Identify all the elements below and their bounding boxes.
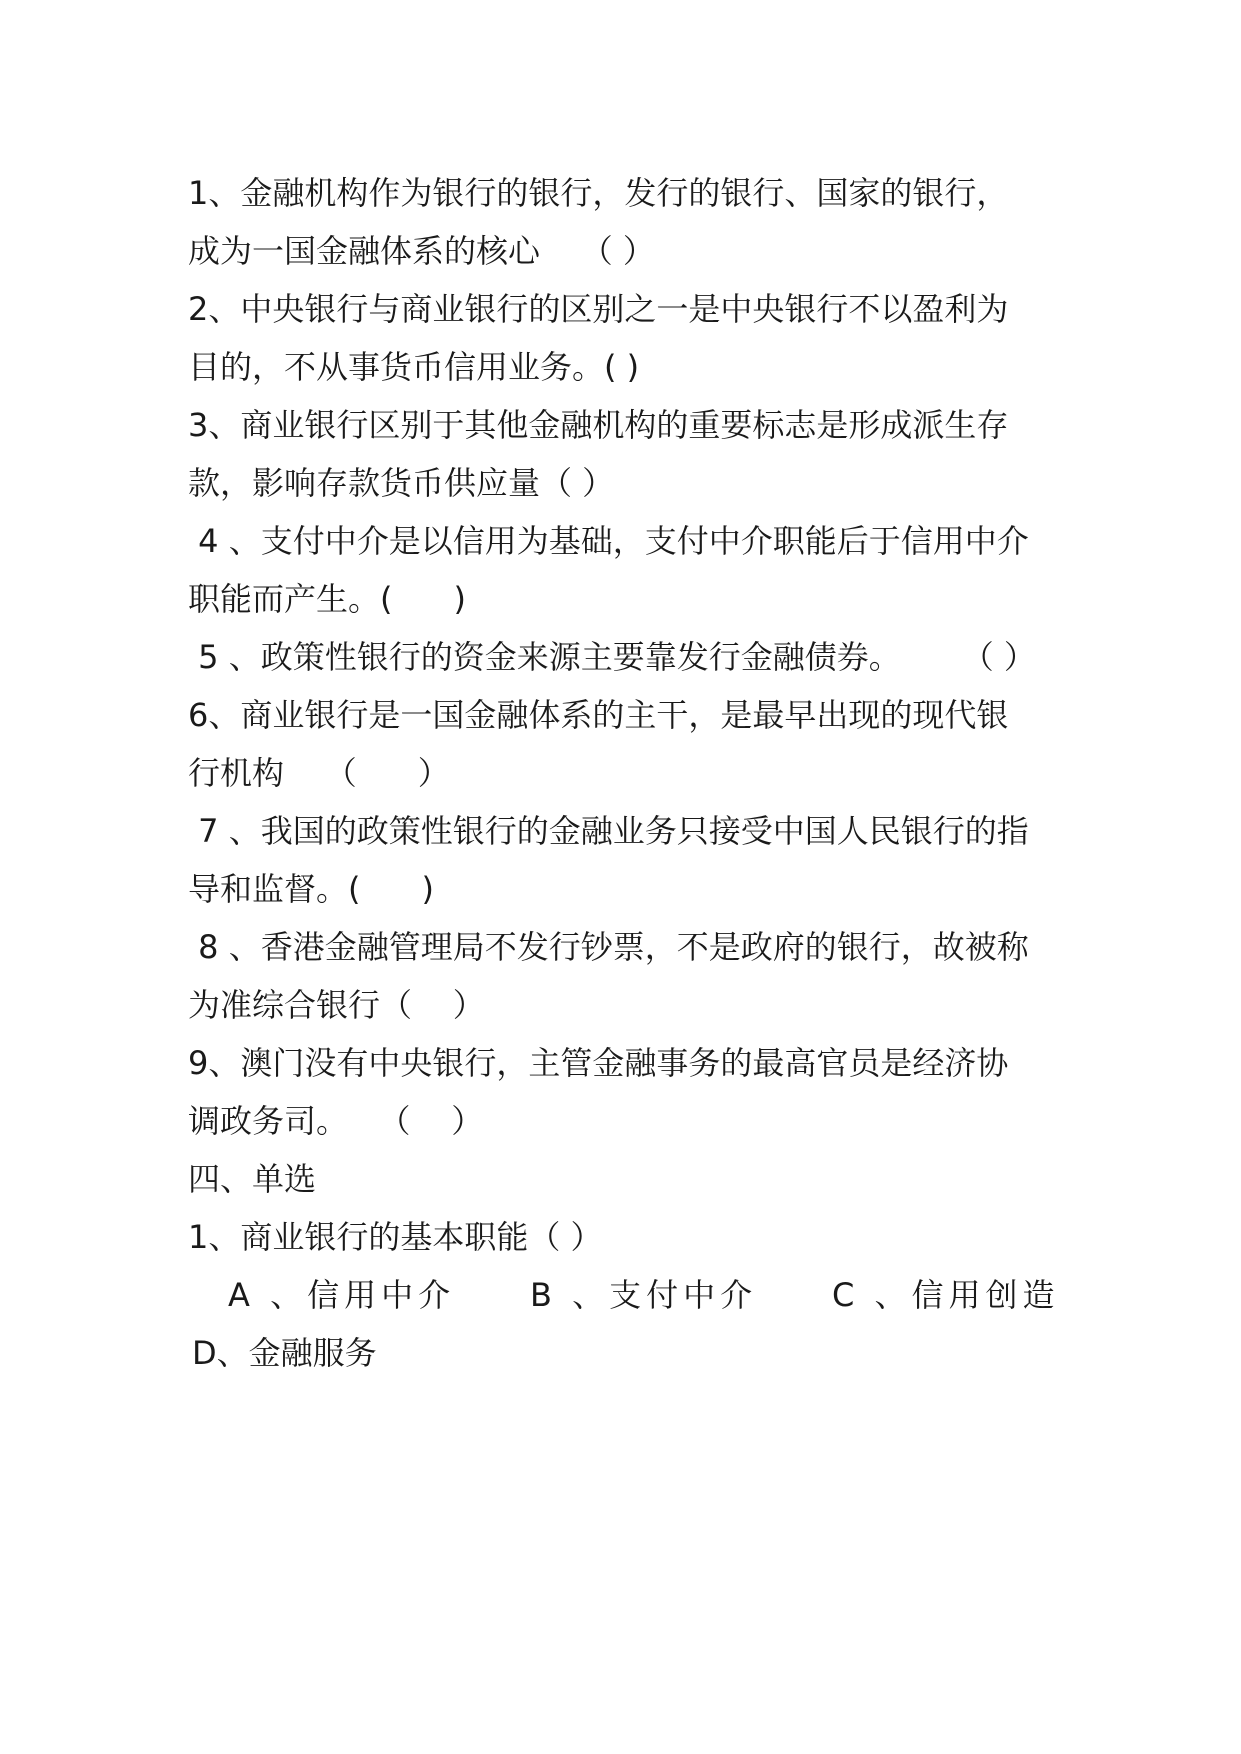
question-5-line-1: 5 、政策性银行的资金来源主要靠发行金融债券。 （ ） <box>188 638 1036 676</box>
question-8-line-1: 8 、香港金融管理局不发行钞票，不是政府的银行，故被称 <box>188 928 1029 966</box>
question-3-line-1: 3、商业银行区别于其他金融机构的重要标志是形成派生存 <box>188 406 1009 444</box>
question-2-line-2: 目的，不从事货币信用业务。( ) <box>188 348 640 386</box>
question-7-line-1: 7 、我国的政策性银行的金融业务只接受中国人民银行的指 <box>188 812 1029 850</box>
question-6-line-2: 行机构 （ ） <box>188 754 450 792</box>
option-a: A 、信用中介 <box>228 1276 456 1314</box>
question-9-line-1: 9、澳门没有中央银行，主管金融事务的最高官员是经济协 <box>188 1044 1009 1082</box>
question-2-line-1: 2、中央银行与商业银行的区别之一是中央银行不以盈利为 <box>188 290 1009 328</box>
option-b: B 、支付中介 <box>530 1276 758 1314</box>
question-6-line-1: 6、商业银行是一国金融体系的主干，是最早出现的现代银 <box>188 696 1009 734</box>
question-9-line-2: 调政务司。 （ ） <box>188 1102 484 1140</box>
question-4-line-2: 职能而产生。( ) <box>188 580 467 618</box>
question-4-line-1: 4 、支付中介是以信用为基础，支付中介职能后于信用中介 <box>188 522 1029 560</box>
question-7-line-2: 导和监督。( ) <box>188 870 435 908</box>
question-1-line-1: 1、金融机构作为银行的银行，发行的银行、国家的银行， <box>188 174 1009 212</box>
question-3-line-2: 款，影响存款货币供应量（ ） <box>188 464 615 502</box>
option-c: C 、信用创造 <box>832 1276 1060 1314</box>
section-title: 四、单选 <box>188 1160 317 1198</box>
question-1-line-2: 成为一国金融体系的核心 （ ） <box>188 232 655 270</box>
question-8-line-2: 为准综合银行（ ） <box>188 986 485 1024</box>
option-d: D、金融服务 <box>192 1334 377 1372</box>
single-choice-question-1: 1、商业银行的基本职能（ ） <box>188 1218 603 1256</box>
